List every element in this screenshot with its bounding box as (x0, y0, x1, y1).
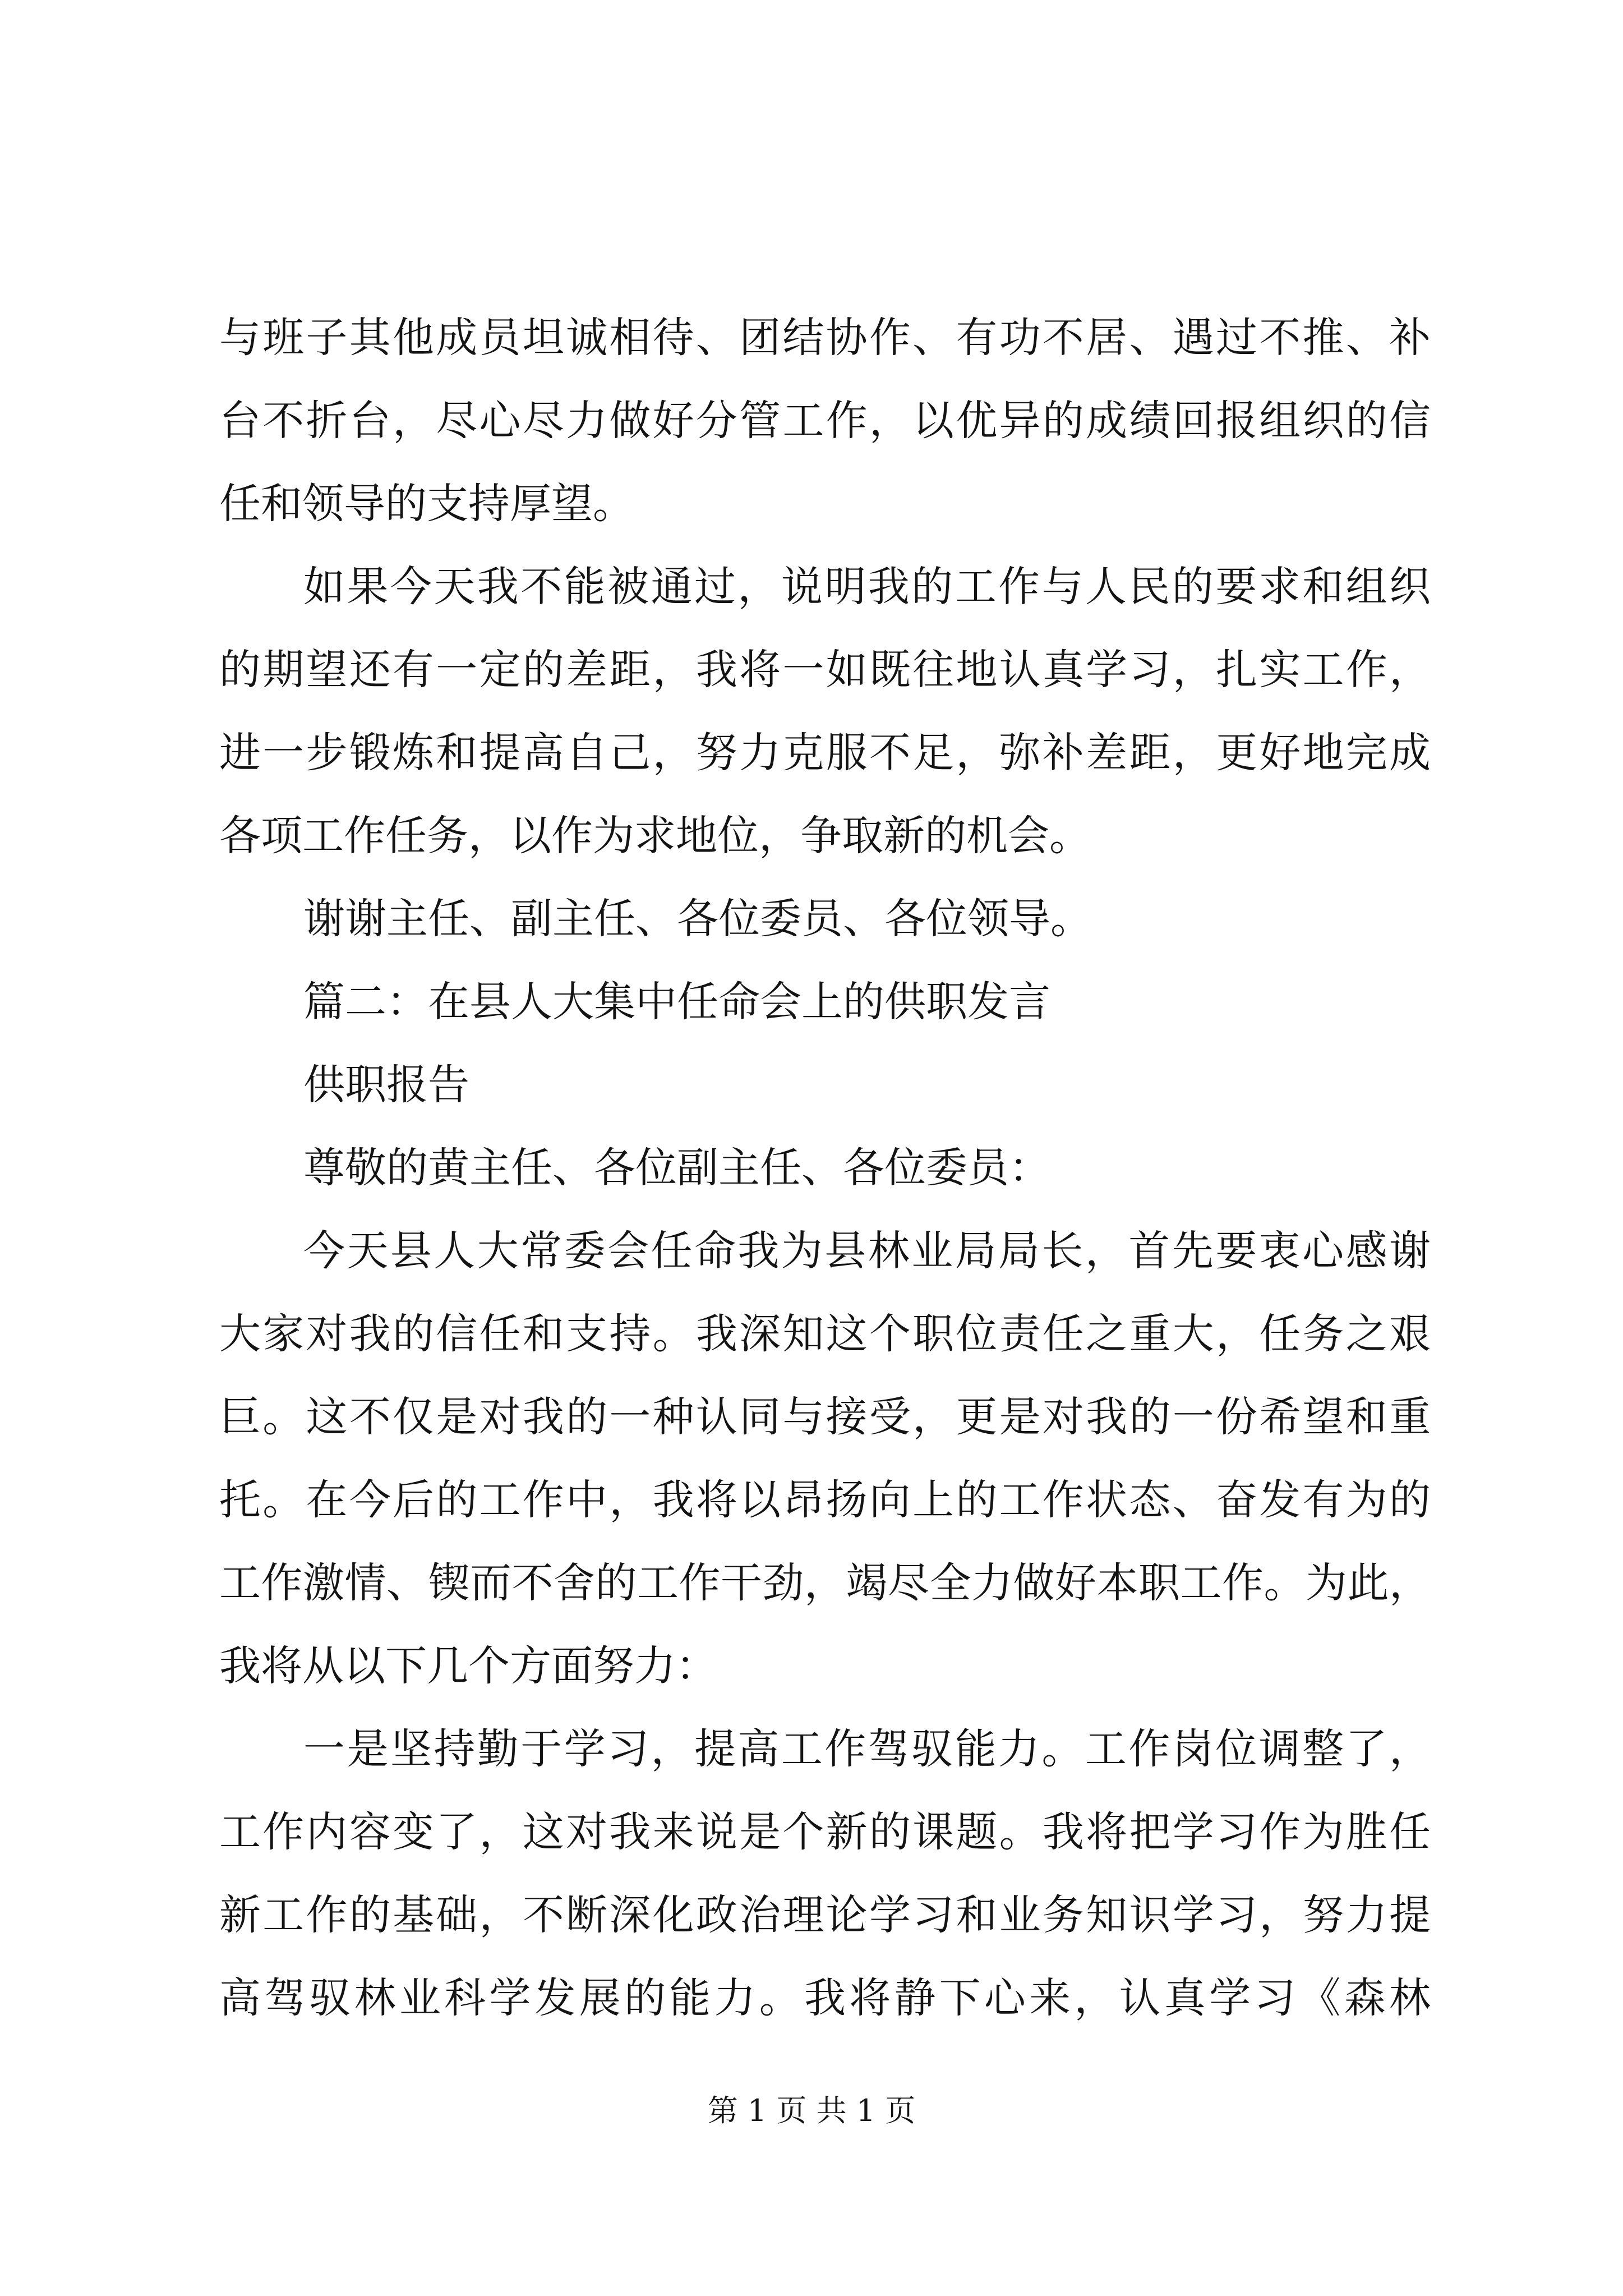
text-line: 大家对我的信任和支持。我深知这个职位责任之重大，任务之艰 (219, 1310, 1431, 1358)
text-line: 的期望还有一定的差距，我将一如既往地认真学习，扎实工作， (219, 646, 1431, 694)
document-body (219, 296, 1431, 2040)
report-title: 供职报告 (303, 1061, 469, 1109)
text-line: 各项工作任务，以作为求地位，争取新的机会。 (219, 812, 1091, 860)
text-line: 台不折台，尽心尽力做好分管工作，以优异的成绩回报组织的信 (219, 397, 1431, 445)
text-line: 托。在今后的工作中，我将以昂扬向上的工作状态、奋发有为的 (219, 1476, 1431, 1524)
text-line: 高驾驭林业科学发展的能力。我将静下心来，认真学习《森林 (219, 1974, 1431, 2022)
text-line: 巨。这不仅是对我的一种认同与接受，更是对我的一份希望和重 (219, 1393, 1431, 1441)
page-number-footer: 第 1 页 共 1 页 (707, 2093, 916, 2128)
text-line: 进一步锻炼和提高自己，努力克服不足，弥补差距，更好地完成 (219, 729, 1431, 777)
paragraph-first-line: 如果今天我不能被通过，说明我的工作与人民的要求和组织 (303, 563, 1431, 611)
text-line: 与班子其他成员坦诚相待、团结协作、有功不居、遇过不推、补 (219, 314, 1431, 362)
text-line: 工作内容变了，这对我来说是个新的课题。我将把学习作为胜任 (219, 1808, 1431, 1856)
text-line: 我将从以下几个方面努力： (219, 1642, 717, 1690)
paragraph-first-line: 谢谢主任、副主任、各位委员、各位领导。 (303, 895, 1092, 943)
salutation: 尊敬的黄主任、各位副主任、各位委员： (303, 1144, 1050, 1192)
text-line: 新工作的基础，不断深化政治理论学习和业务知识学习，努力提 (219, 1891, 1431, 1939)
section-heading: 篇二：在县人大集中任命会上的供职发言 (303, 978, 1050, 1026)
paragraph-first-line: 一是坚持勤于学习，提高工作驾驭能力。工作岗位调整了， (303, 1725, 1431, 1773)
text-line: 工作激情、锲而不舍的工作干劲，竭尽全力做好本职工作。为此， (219, 1559, 1431, 1607)
text-line: 任和领导的支持厚望。 (219, 480, 634, 528)
paragraph-first-line: 今天县人大常委会任命我为县林业局局长，首先要衷心感谢 (303, 1227, 1431, 1275)
